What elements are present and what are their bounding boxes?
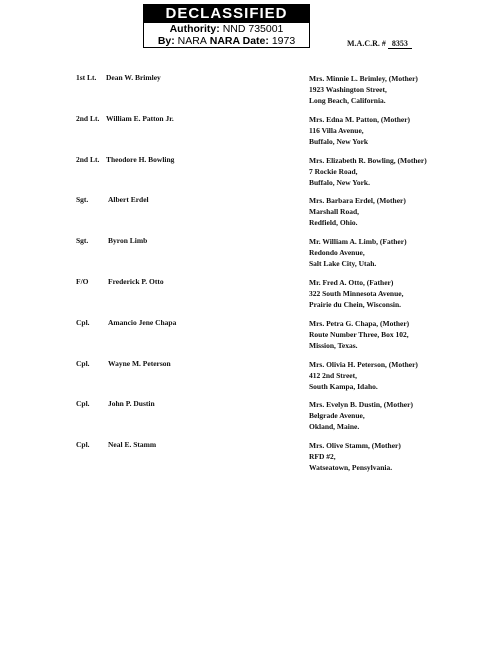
crew-rank: Cpl. [76,399,90,409]
stamp-by-value: NARA [177,35,207,47]
next-of-kin-address-line: Redondo Avenue, [309,248,365,258]
next-of-kin-address-line: Long Beach, California. [309,96,386,105]
next-of-kin-name: Mrs. Evelyn B. Dustin, (Mother) [309,400,413,410]
crew-name: William E. Patton Jr. [106,113,174,123]
next-of-kin [309,359,418,392]
macr-number: 8353 [388,39,412,49]
next-of-kin-address-line: 1923 Washington Street, [309,85,387,94]
next-of-kin-name: Mr. Fred A. Otto, (Father) [309,278,394,287]
crew-rank: Sgt. [76,236,89,246]
next-of-kin-address-line: Watseatown, Pensylvania. [309,463,393,473]
crew-rank: Cpl. [76,358,90,368]
next-of-kin-name: Mrs. Minnie L. Brimley, (Mother) [309,74,418,83]
stamp-date-value: 1973 [271,35,296,47]
stamp-authority [144,23,309,35]
crew-name: Neal E. Stamm [108,440,157,450]
next-of-kin-name: Mr. William A. Limb, (Father) [309,237,407,247]
next-of-kin [309,155,427,188]
crew-rank: Cpl. [76,317,90,327]
crew-name: Amancio Jene Chapa [108,317,177,327]
crew-name: Wayne M. Peterson [108,358,171,368]
next-of-kin [309,277,403,310]
stamp-by-date [144,35,309,47]
crew-rank: 2nd Lt. [76,113,100,123]
next-of-kin-address-line: 7 Rockie Road, [309,166,358,176]
next-of-kin-address-line: Salt Lake City, Utah. [309,259,377,269]
next-of-kin-name: Mrs. Olivia H. Peterson, (Mother) [309,359,418,369]
next-of-kin-address-line: Route Number Three, Box 102, [309,329,409,339]
next-of-kin-address-line: Belgrade Avenue, [309,411,365,421]
next-of-kin-address-line: Buffalo, New York [309,136,369,146]
stamp-title: DECLASSIFIED [144,5,309,23]
next-of-kin-address-line: Buffalo, New York. [309,177,370,187]
next-of-kin-address-line: Redfield, Ohio. [309,218,358,228]
declassified-stamp [143,4,310,48]
crew-rank: F/O [76,277,89,286]
macr-label: M.A.C.R. # [347,39,386,48]
next-of-kin [309,195,406,228]
next-of-kin-name: Mrs. Elizabeth R. Bowling, (Mother) [309,155,427,165]
next-of-kin-address-line: Okland, Maine. [309,422,360,432]
crew-name: Byron Limb [108,236,148,246]
next-of-kin-address-line: RFD #2, [309,452,336,462]
next-of-kin-address-line: 322 South Minnesota Avenue, [309,289,404,298]
next-of-kin-address-line: South Kampa, Idaho. [309,381,378,391]
next-of-kin-name: Mrs. Barbara Erdel, (Mother) [309,196,406,206]
next-of-kin-name: Mrs. Olive Stamm, (Mother) [309,441,401,451]
next-of-kin [309,399,413,432]
stamp-authority-value: NND 735001 [222,23,284,35]
crew-rank: 2nd Lt. [76,154,100,164]
next-of-kin [309,440,401,473]
next-of-kin [309,236,407,269]
next-of-kin [309,73,418,106]
next-of-kin-address-line: Marshall Road, [309,207,360,217]
stamp-date-label: NARA Date: [209,35,269,47]
next-of-kin-name: Mrs. Edna M. Patton, (Mother) [309,114,411,124]
next-of-kin-address-line: Mission, Texas. [309,340,358,350]
crew-rank: 1st Lt. [76,73,97,82]
crew-name: John P. Dustin [108,399,155,409]
macr-reference [347,39,412,49]
crew-name: Theodore H. Bowling [106,154,175,164]
next-of-kin-name: Mrs. Petra G. Chapa, (Mother) [309,318,410,328]
next-of-kin-address-line: 116 Villa Avenue, [309,125,364,135]
stamp-by-label: By: [157,35,175,47]
stamp-authority-label: Authority: [169,23,220,35]
next-of-kin [309,318,409,351]
crew-name: Albert Erdel [108,195,149,205]
crew-rank: Sgt. [76,195,89,205]
next-of-kin [309,114,410,147]
crew-rank: Cpl. [76,440,90,450]
next-of-kin-address-line: 412 2nd Street, [309,370,357,380]
next-of-kin-address-line: Prairie du Chein, Wisconsin. [309,300,402,309]
crew-name: Dean W. Brimley [106,73,161,82]
crew-name: Frederick P. Otto [108,277,164,286]
